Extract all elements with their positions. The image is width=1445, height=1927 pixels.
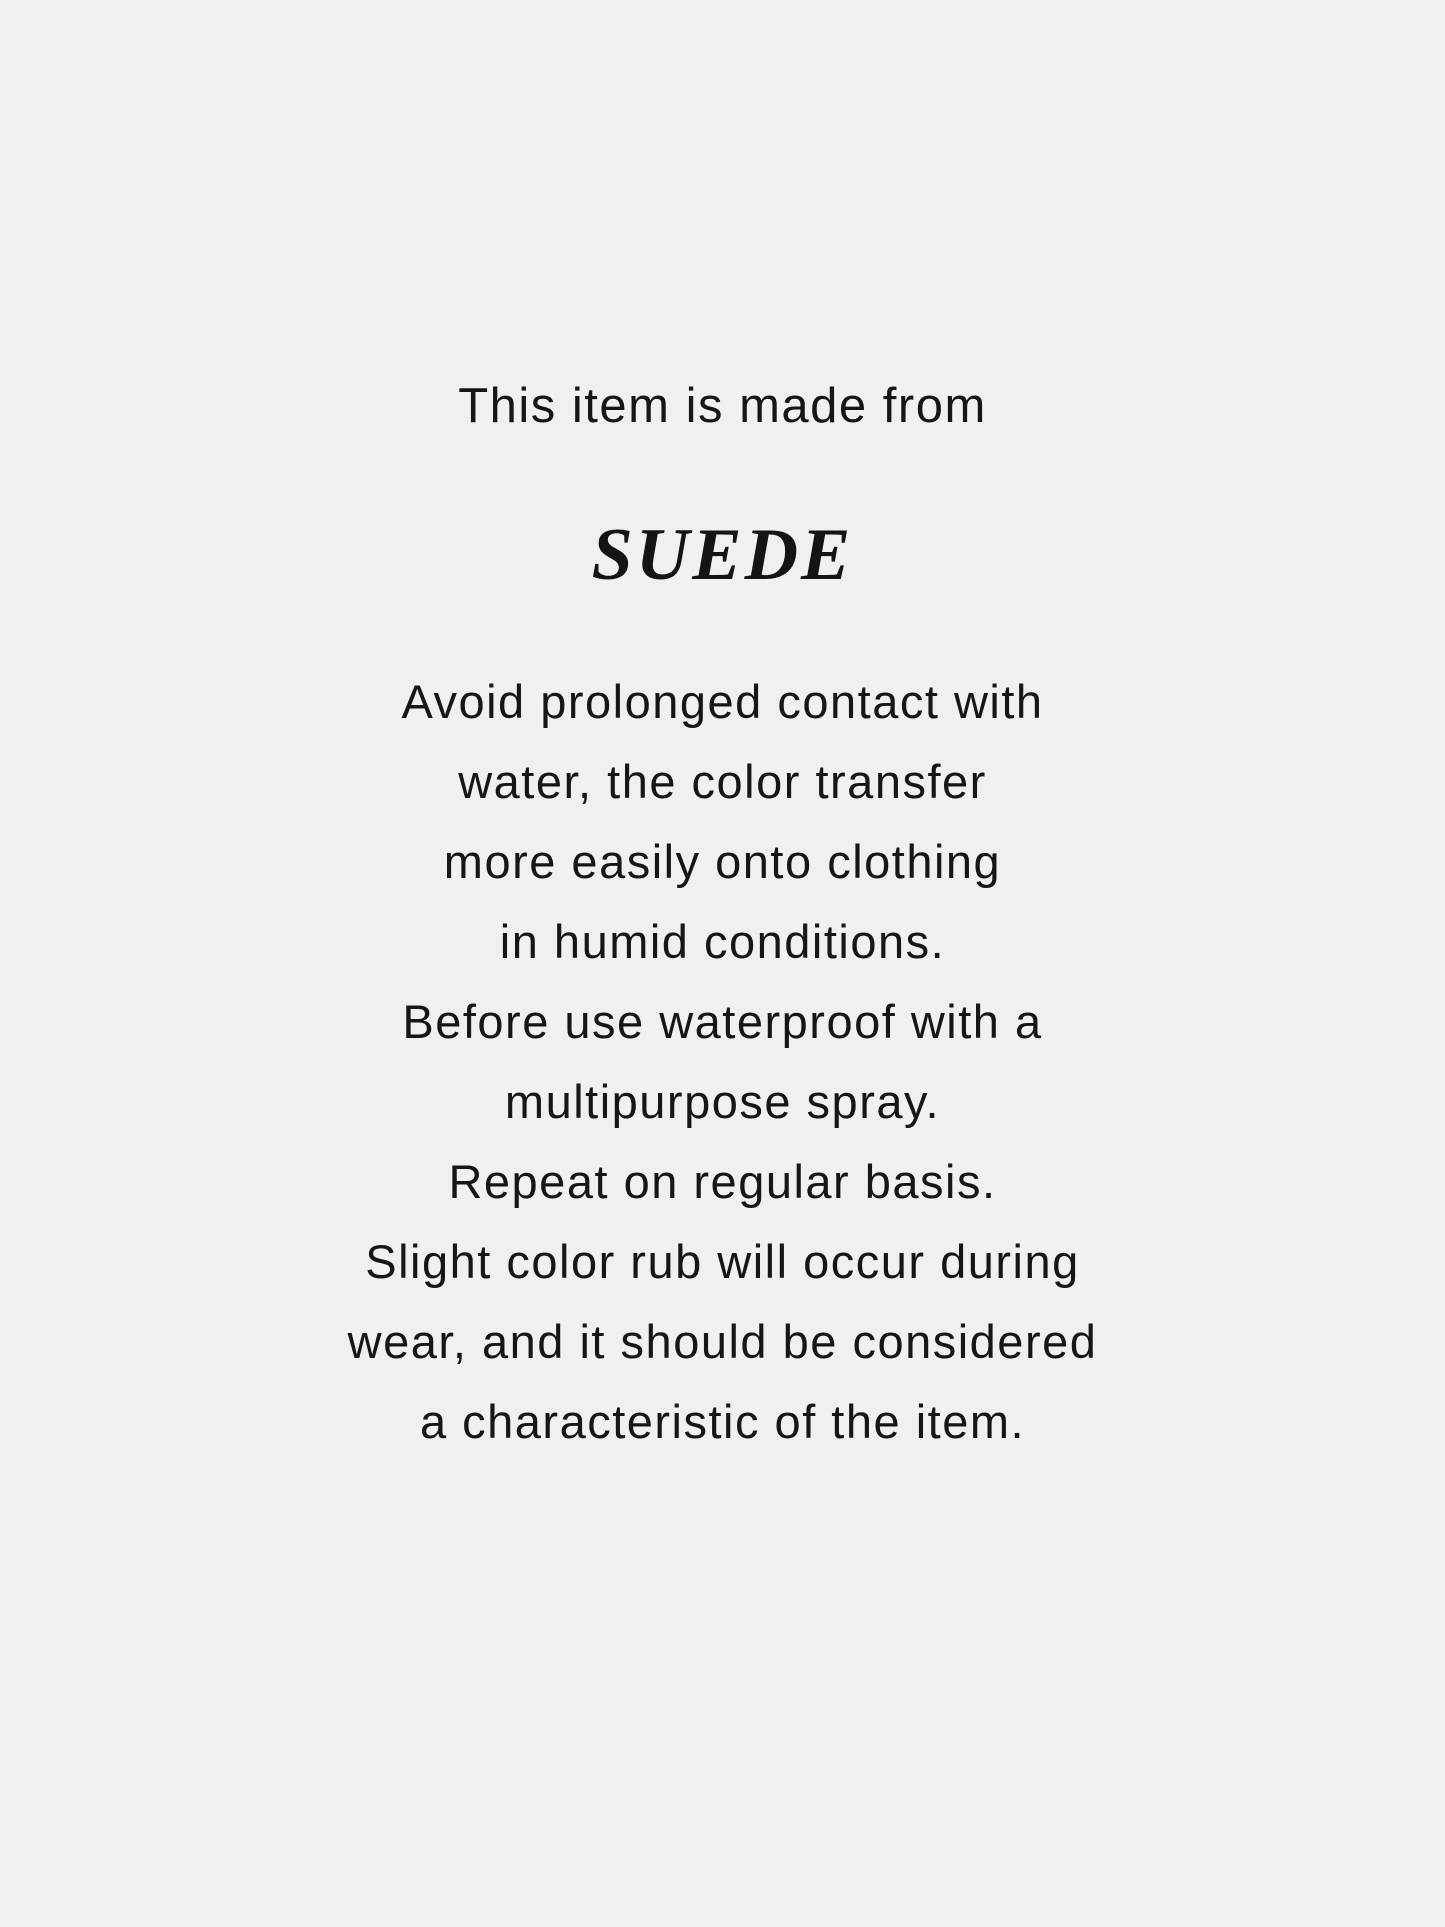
care-line: Slight color rub will occur during bbox=[365, 1235, 1080, 1288]
care-instructions bbox=[0, 662, 1445, 1462]
care-line: Before use waterproof with a bbox=[402, 995, 1043, 1048]
care-line: in humid conditions. bbox=[499, 915, 946, 968]
care-line: a characteristic of the item. bbox=[419, 1395, 1026, 1448]
care-line: more easily onto clothing bbox=[443, 835, 1002, 888]
care-line: Repeat on regular basis. bbox=[448, 1155, 997, 1208]
care-line: Avoid prolonged contact with bbox=[401, 675, 1044, 728]
material-intro-text: This item is made from bbox=[458, 379, 987, 433]
care-line: water, the color transfer bbox=[458, 755, 987, 808]
care-line: wear, and it should be considered bbox=[347, 1315, 1098, 1368]
care-line: multipurpose spray. bbox=[504, 1075, 941, 1128]
material-name: SUEDE bbox=[591, 514, 854, 596]
